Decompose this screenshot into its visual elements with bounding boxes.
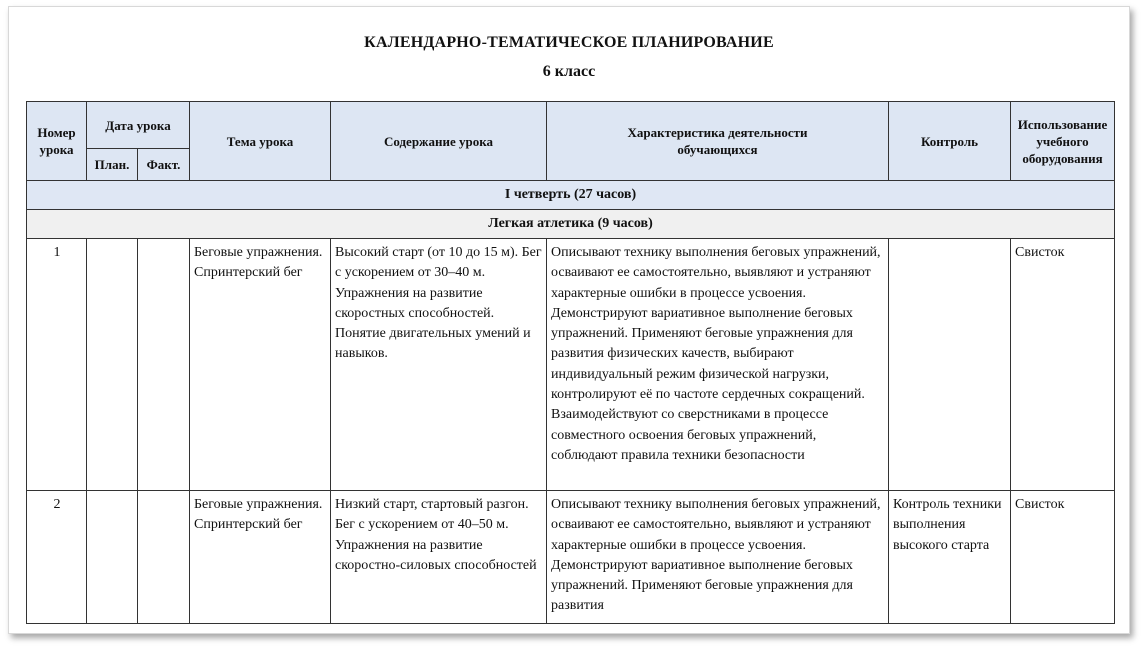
cell-plan <box>87 491 138 624</box>
characteristics-text: Описывают технику выполнения беговых упражнений, осваивают ее самостоятельно, выявляют и устраняют характерные ошибки в процессе усвоения. Демонстрируют вариативное выполнение беговых упражнений. Применяют беговые упражнения для развития <box>551 497 881 614</box>
cell-topic: Беговые упражнения. Спринтерский бег <box>190 491 331 624</box>
cell-fact <box>138 239 190 491</box>
cell-fact <box>138 491 190 624</box>
header-characteristics: Характеристика деятельности обучающихся <box>547 102 889 181</box>
cell-content: Высокий старт (от 10 до 15 м). Бег с ускорением от 30–40 м. Упражнения на развитие скоростных способностей. Понятие двигательных умений и навыков. <box>331 239 547 491</box>
header-topic: Тема урока <box>190 102 331 181</box>
cell-number: 1 <box>27 239 87 491</box>
table-row <box>27 491 1115 624</box>
document-page <box>8 6 1130 634</box>
header-date: Дата урока <box>87 102 190 149</box>
cell-equipment: Свисток <box>1011 239 1115 491</box>
header-number: Номер урока <box>27 102 87 181</box>
section-row-quarter: I четверть (27 часов) <box>27 181 1115 210</box>
header-date-plan: План. <box>87 149 138 181</box>
planning-table <box>26 101 1115 624</box>
header-control: Контроль <box>889 102 1011 181</box>
cell-content: Низкий старт, стартовый разгон. Бег с ускорением от 40–50 м. Упражнения на развитие скоростно-силовых способностей <box>331 491 547 624</box>
cell-characteristics: Описывают технику выполнения беговых упражнений, осваивают ее самостоятельно, выявляют и устраняют характерные ошибки в процессе усвоения. Демонстрируют вариативное выполнение беговых упражнений. Применяют беговые упражнения для развития физических качеств, выбирают индивидуальный режим физической нагрузки, контролируют её по частоте сердечных сокращений. Взаимодействуют со сверстниками в процессе совместного освоения беговых упражнений, соблюдают правила техники безопасности <box>547 239 889 491</box>
header-equipment: Использование учебного оборудования <box>1011 102 1115 181</box>
header-content: Содержание урока <box>331 102 547 181</box>
document-subtitle: 6 класс <box>542 63 596 80</box>
subsection-row-athletics: Легкая атлетика (9 часов) <box>27 210 1115 239</box>
table-row <box>27 239 1115 491</box>
cell-topic: Беговые упражнения. Спринтерский бег <box>190 239 331 491</box>
cell-characteristics <box>547 491 889 624</box>
cell-control <box>889 239 1011 491</box>
cell-equipment: Свисток <box>1011 491 1115 624</box>
cell-control: Контроль техники выполнения высокого старта <box>889 491 1011 624</box>
document-title: КАЛЕНДАРНО-ТЕМАТИЧЕСКОЕ ПЛАНИРОВАНИЕ <box>364 34 774 51</box>
cell-number: 2 <box>27 491 87 624</box>
cell-plan <box>87 239 138 491</box>
header-date-fact: Факт. <box>138 149 190 181</box>
